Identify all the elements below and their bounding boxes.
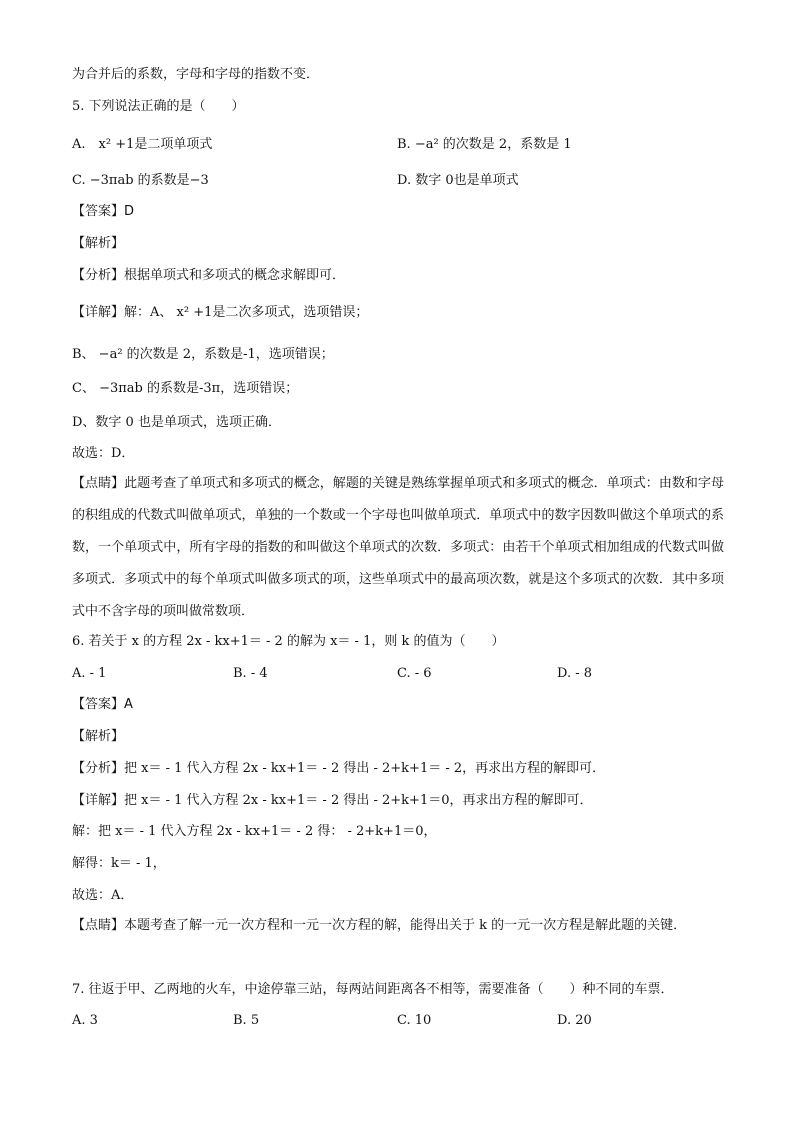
q6-analysis: 【分析】把 x＝ - 1 代入方程 2x - kx+1＝ - 2 得出 - 2+k+1＝ - 2，再求出方程的解即可． [72, 761, 606, 776]
q6-option-a: A. - 1 [72, 666, 107, 681]
question-5-stem: 5. 下列说法正确的是（ ） [72, 99, 245, 114]
q5-detail-b: B、 −a² 的次数是 2，系数是-1，选项错误； [72, 347, 334, 362]
q6-detail: 【详解】把 x＝ - 1 代入方程 2x - kx+1＝ - 2 得出 - 2+k+1＝0，再求出方程的解即可． [72, 793, 593, 808]
q5-option-d: D. 数字 0也是单项式 [397, 173, 519, 188]
q5-option-c: C. −3πab 的系数是−3 [72, 173, 209, 188]
q6-selection: 故选：A． [72, 888, 134, 903]
q6-comment: 【点睛】本题考查了解一元一次方程和一元一次方程的解，能得出关于 k 的一元一次方程是解此题的关键． [72, 918, 687, 933]
q6-solution-1: 解：把 x＝ - 1 代入方程 2x - kx+1＝ - 2 得： - 2+k+1＝0， [72, 824, 437, 839]
q7-option-b: B. 5 [233, 1013, 260, 1028]
q7-option-d: D. 20 [557, 1013, 592, 1028]
q6-solution-2: 解得：k＝ - 1， [72, 856, 166, 871]
q6-option-b: B. - 4 [233, 666, 268, 681]
q6-jiexi-label: 【解析】 [72, 729, 125, 744]
q5-jiexi-label: 【解析】 [72, 236, 125, 251]
q5-detail-c: C、 −3πab 的系数是-3π，选项错误； [72, 381, 299, 396]
q5-answer: 【答案】D [72, 204, 135, 219]
q5-detail: 【详解】解：A、 x² +1是二次多项式，选项错误； [72, 305, 369, 320]
q7-option-a: A. 3 [72, 1013, 98, 1028]
q6-answer: 【答案】A [72, 697, 133, 712]
q5-comment: 【点睛】此题考查了单项式和多项式的概念，解题的关键是熟练掌握单项式和多项式的概念．单项式：由数和字母的积组成的代数式叫做单项式，单独的一个数或一个字母也叫做单项式．单项式中的数字因数叫做这个单项式的系数，一个单项式中，所有字母的指数的和叫做这个单项式的次数．多项式：由若干个单项式相加组成的代数式叫做多项式．多项式中的每个单项式叫做多项式的项，这些单项式中的最高项次数，就是这个多项式的次数．其中多项式中不含字母的项叫做常数项． [72, 476, 724, 619]
q6-option-c: C. - 6 [397, 666, 432, 681]
q5-analysis: 【分析】根据单项式和多项式的概念求解即可． [72, 268, 346, 283]
question-6-stem: 6. 若关于 x 的方程 2x - kx+1＝ - 2 的解为 x＝ - 1，则 k 的值为（ ） [72, 634, 505, 649]
q5-selection: 故选：D． [72, 446, 135, 461]
q5-option-a: A. x² +1是二项单项式 [72, 137, 213, 152]
question-7-stem: 7. 往返于甲、乙两地的火车，中途停靠三站，每两站间距离各不相等，需要准备（ ）种不同的车票． [72, 982, 674, 997]
q6-option-d: D. - 8 [557, 666, 593, 681]
q5-option-b: B. −a² 的次数是 2，系数是 1 [397, 137, 572, 152]
text-line: 为合并后的系数，字母和字母的指数不变． [72, 67, 320, 82]
q5-detail-d: D、数字 0 也是单项式，选项正确． [72, 415, 281, 430]
q7-option-c: C. 10 [397, 1013, 432, 1028]
